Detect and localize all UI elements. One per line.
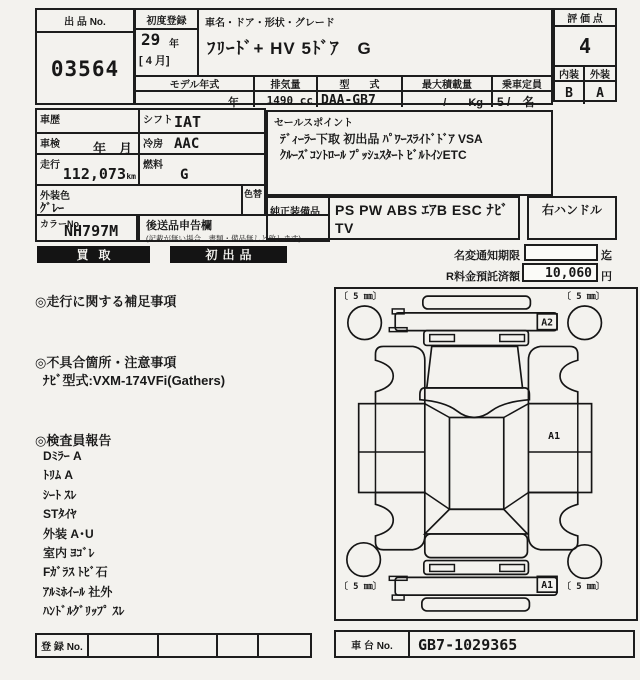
side-damage-mark: A1: [548, 431, 561, 443]
recycle-fee-value: 10,060: [545, 266, 592, 281]
inspector-item: ｼｰﾄ ｽﾚ: [43, 487, 77, 502]
rear-lamp-left: [430, 335, 455, 342]
sales-point-line2: ｸﾙｰｽﾞｺﾝﾄﾛｰﾙ ﾌﾟｯｼｭｽﾀｰﾄ ﾋﾞﾙﾄｲﾝETC: [280, 148, 467, 162]
inspector-item: STﾀｲﾔ: [43, 507, 77, 522]
inspector-item: ﾄﾘﾑ A: [43, 468, 74, 483]
inspector-report-list: [43, 447, 124, 622]
rear-damage-mark: A2: [541, 317, 554, 329]
rear-bumper-step: [389, 328, 407, 332]
recycle-fee-field: [522, 263, 598, 282]
color-no-label: カラーNo.: [40, 219, 82, 229]
driving-notes-title: ◎走行に関する補足事項: [35, 294, 177, 309]
score-box: [553, 8, 617, 102]
inspector-item: 外装 A･U: [43, 526, 94, 541]
first-reg-year-unit: 年: [169, 39, 179, 50]
exterior-grade: A: [596, 85, 604, 101]
history-cell: [37, 110, 140, 132]
front-lamp-right: [500, 565, 525, 572]
model-year-label: モデル年式: [136, 77, 255, 90]
first-listing-badge: 初出品: [170, 246, 287, 263]
inspector-item: Dﾐﾗｰ A: [43, 449, 82, 463]
damage-diagram-box: [334, 287, 638, 621]
vehicle-table: [134, 8, 553, 109]
history-label: 車歴: [40, 115, 60, 126]
score-value: 4: [555, 27, 615, 67]
repaint-cell: [241, 186, 264, 214]
sales-point-label: セールスポイント: [274, 118, 354, 129]
car-name-label: 車名・ドア・形状・グレード: [205, 18, 335, 29]
front-spoiler: [422, 598, 530, 611]
fuel-value: G: [180, 167, 189, 183]
left-front-fender: [375, 492, 424, 549]
right-side-panel: [528, 404, 591, 493]
mileage-unit: km: [126, 172, 136, 181]
registration-no-cell: [87, 635, 157, 656]
name-change-label: 名変通知期限: [454, 250, 520, 262]
model-year-value: 年: [136, 92, 255, 107]
car-name: ﾌﾘｰﾄﾞ+ HV 5ﾄﾞｱ G: [207, 39, 372, 58]
registration-no-table: [35, 633, 312, 658]
roof-panel: [449, 417, 503, 509]
inspection-label: 車検: [40, 139, 60, 150]
front-lamp-left: [430, 565, 455, 572]
displacement-value: 1490 cc: [255, 92, 318, 107]
tire-rear-right: [568, 306, 602, 340]
tire-rear-left: [348, 306, 382, 340]
equipment-box: [266, 196, 520, 240]
inspector-item: ﾊﾝﾄﾞﾙｸﾞﾘｯﾌﾟ ｽﾚ: [43, 604, 125, 619]
tread-label-rear-left: 〔 5 ㎜〕: [338, 292, 382, 303]
recycle-fee-unit: 円: [601, 271, 612, 283]
exterior-color-cell: [37, 186, 241, 214]
rear-window: [427, 346, 523, 387]
chassis-no-label: 車 台 No.: [336, 632, 410, 656]
inspector-item: ｱﾙﾐﾎｲｰﾙ 社外: [43, 584, 113, 599]
tread-label-rear-right: 〔 5 ㎜〕: [561, 292, 605, 303]
mileage-label: 走行: [40, 160, 60, 171]
front-damage-mark: A1: [541, 580, 554, 592]
shift-cell: [140, 110, 264, 132]
shift-value: IAT: [174, 113, 202, 131]
sales-point-box: [266, 110, 553, 196]
registration-no-cell: [257, 635, 310, 656]
first-registration-cell: [136, 30, 199, 75]
exterior-color-value: ｸﾞﾚｰ: [40, 201, 65, 215]
model-code-label: 型 式: [318, 77, 403, 90]
later-items-note: (記載が無い場合、書類・備品無しと致します): [146, 234, 301, 243]
handle-box: [527, 196, 617, 240]
max-load-value: / Kg: [403, 92, 493, 107]
interior-grade: B: [555, 82, 585, 104]
fold-line: [425, 492, 450, 509]
registration-no-cell: [216, 635, 257, 656]
interior-label: 内装: [555, 67, 585, 80]
equipment-label: 純正装備品: [268, 198, 330, 238]
equipment-value: PS PW ABS ｴｱB ESC ﾅﾋﾞ TV: [335, 202, 509, 236]
car-unfold-diagram: [336, 289, 636, 619]
ac-cell: [140, 134, 264, 153]
capacity-value: 5 / 名: [497, 95, 535, 109]
inspector-item: Fｶﾞﾗｽ ﾄﾋﾞ石: [43, 565, 108, 580]
front-bumper-tab: [392, 595, 404, 600]
fuel-label: 燃料: [143, 160, 163, 171]
repaint-label: 色替: [244, 189, 263, 199]
registration-no-cell: [157, 635, 216, 656]
later-items-label: 後送品申告欄: [146, 220, 212, 232]
exterior-color-label: 外装色: [40, 191, 70, 202]
exterior-label: 外装: [590, 70, 610, 81]
capacity-label: 乗車定員: [502, 80, 542, 91]
tire-front-left: [347, 543, 381, 577]
front-bumper: [395, 577, 557, 595]
lot-box: [35, 8, 135, 105]
left-rear-fender: [375, 346, 424, 403]
handle-value: 右ハンドル: [541, 203, 602, 217]
details-table: [35, 108, 266, 216]
score-label: 評 価 点: [555, 10, 615, 27]
rear-lamp-right: [500, 335, 525, 342]
mileage-value: 112,073: [62, 165, 126, 183]
lot-label: 出 品 No.: [37, 10, 133, 33]
first-reg-month: [ 4 月]: [139, 55, 170, 67]
tread-label-front-left: 〔 5 ㎜〕: [338, 582, 382, 593]
color-no-value: NH797M: [64, 222, 119, 240]
fuel-cell: [140, 155, 264, 184]
first-reg-year: 29: [141, 30, 161, 49]
rear-spoiler: [423, 296, 531, 309]
defects-title: ◎不具合箇所・注意事項: [35, 355, 177, 370]
tread-label-front-right: 〔 5 ㎜〕: [561, 582, 605, 593]
color-no-box: [35, 214, 138, 242]
ac-label: 冷房: [143, 139, 163, 150]
rear-garnish: [424, 331, 529, 346]
front-garnish: [424, 561, 529, 575]
displacement-label: 排気量: [255, 77, 318, 90]
inspector-item: 室内 ﾖｺﾞﾚ: [43, 545, 95, 560]
windshield: [425, 509, 528, 534]
chassis-no-box: [334, 630, 635, 658]
chassis-no-value: GB7-1029365: [418, 636, 518, 654]
ac-value: AAC: [174, 136, 200, 152]
first-registration-label: 初度登録: [136, 10, 199, 30]
inspection-value: 年 月: [92, 141, 132, 156]
hood-panel: [425, 534, 528, 558]
inspector-report-title: ◎検査員報告: [35, 433, 112, 448]
inspection-cell: [37, 134, 140, 156]
fold-line: [504, 404, 529, 418]
recycle-fee-label: R料金預託済額: [446, 271, 520, 283]
mileage-cell: [37, 155, 140, 184]
lot-number: 03564: [50, 57, 120, 81]
model-code-value: DAA-GB7: [318, 92, 403, 107]
name-change-field: [524, 244, 598, 261]
left-side-panel: [359, 404, 425, 493]
fold-line: [504, 492, 529, 509]
buy-badge: 買取: [37, 246, 150, 263]
right-front-fender: [528, 492, 577, 549]
sales-point-line1: ﾃﾞｨｰﾗｰ下取 初出品 ﾊﾟﾜｰｽﾗｲﾄﾞﾄﾞｱ VSA: [280, 132, 483, 146]
defects-line: ﾅﾋﾞ型式:VXM-174VFi(Gathers): [43, 373, 226, 388]
registration-no-label: 登 録 No.: [41, 642, 83, 653]
max-load-label: 最大積載量: [403, 77, 493, 90]
right-rear-fender: [528, 346, 577, 403]
name-change-suffix: 迄: [601, 250, 612, 262]
shift-label: シフト: [143, 115, 173, 126]
rear-bumper: [395, 313, 557, 331]
